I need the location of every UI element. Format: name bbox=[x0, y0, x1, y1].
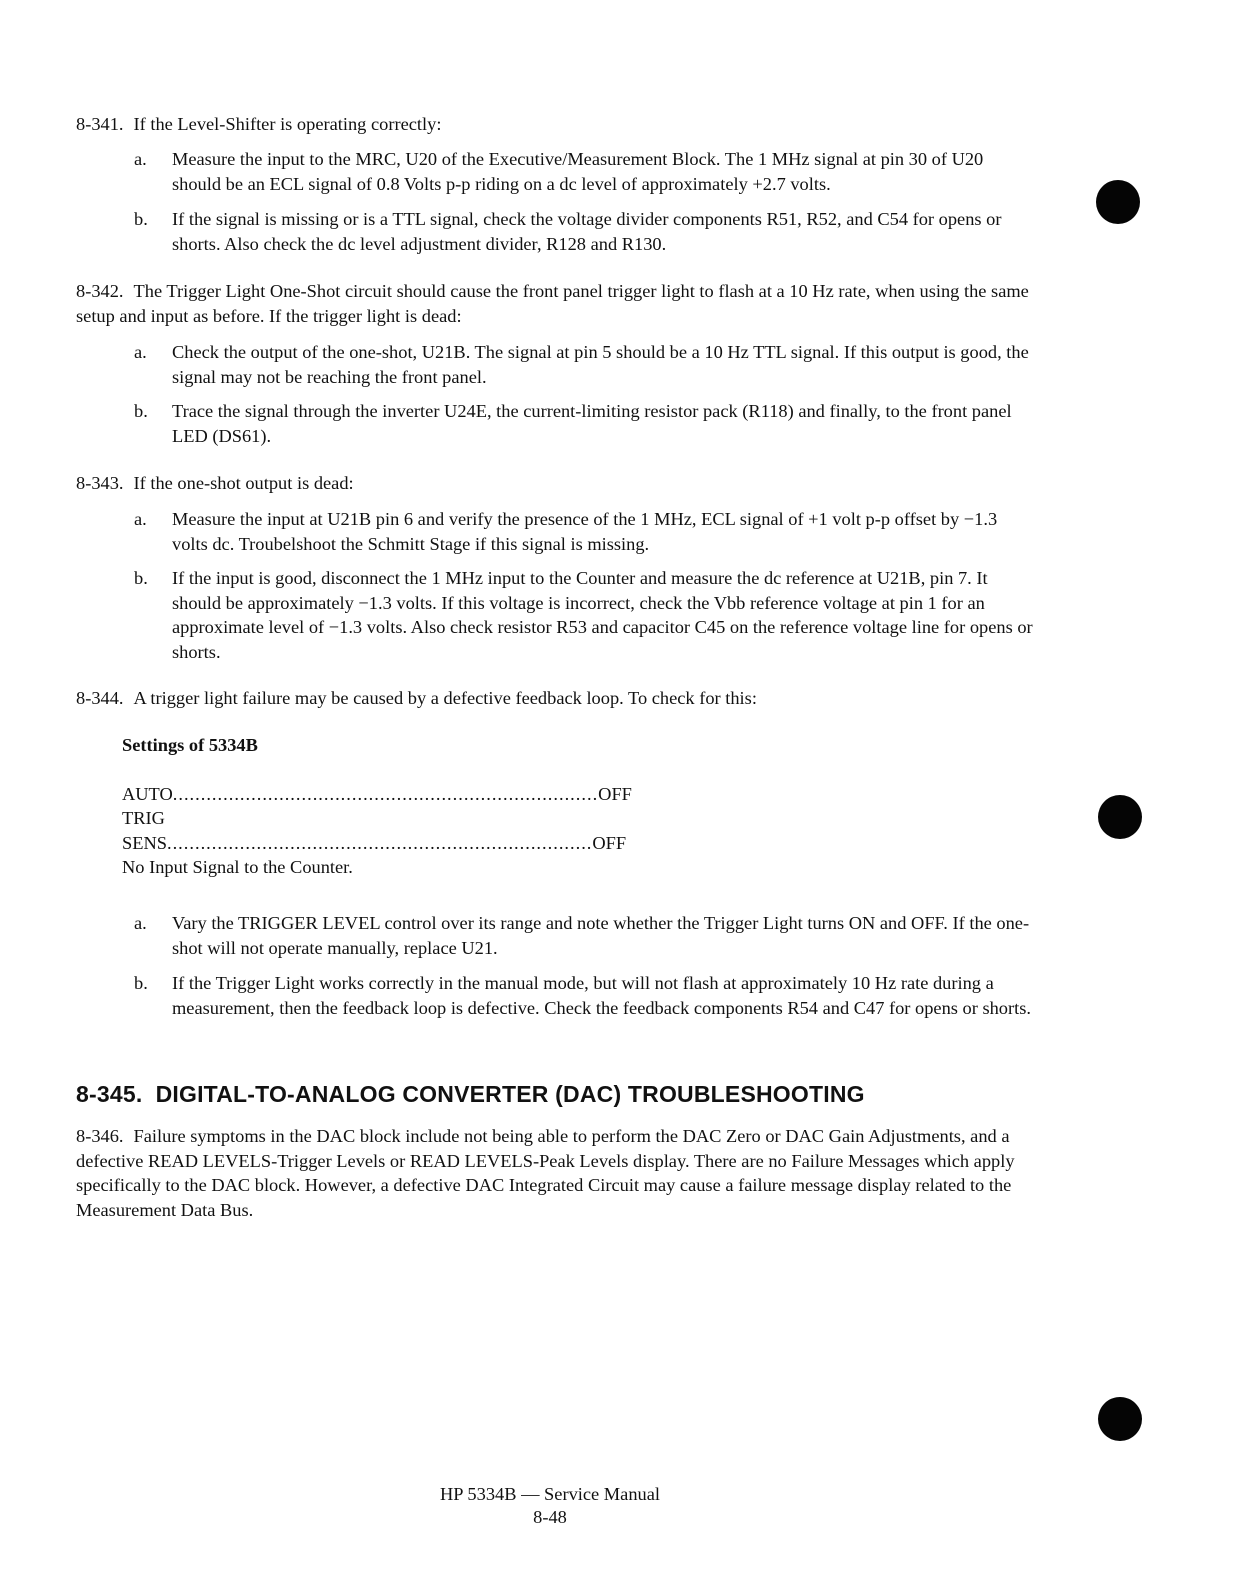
paragraph-8-346 bbox=[76, 1124, 1036, 1222]
paragraph-text: If the Level-Shifter is operating correctly: bbox=[133, 114, 442, 134]
list-text: Check the output of the one-shot, U21B. The signal at pin 5 should be a 10 Hz TTL signal. If this output is good, the signal may not be reaching the front panel. bbox=[172, 342, 1029, 387]
list-item-8-343-b bbox=[134, 566, 1034, 664]
settings-note: No Input Signal to the Counter. bbox=[122, 857, 353, 877]
list-text: Measure the input at U21B pin 6 and verify the presence of the 1 MHz, ECL signal of +1 volt p-p offset by −1.3 volts dc. Troubelshoot the Schmitt Stage if this signal is missing. bbox=[172, 509, 998, 554]
settings-heading: Settings of 5334B bbox=[122, 735, 258, 755]
settings-row-sens bbox=[122, 831, 627, 856]
paragraph-number: 8-341. bbox=[76, 114, 124, 134]
footer-title: HP 5334B — Service Manual bbox=[440, 1484, 660, 1504]
list-label: b. bbox=[134, 568, 148, 588]
page-footer bbox=[0, 1483, 1100, 1529]
setting-name: SENS bbox=[122, 832, 167, 853]
list-item-8-344-b bbox=[134, 971, 1034, 1020]
list-item-8-343-a bbox=[134, 507, 1034, 556]
list-item-8-341-a bbox=[134, 147, 1034, 196]
binder-hole-bottom bbox=[1098, 1397, 1142, 1441]
paragraph-8-343 bbox=[76, 471, 1036, 496]
page-number: 8-48 bbox=[533, 1507, 567, 1527]
paragraph-number: 8-346. bbox=[76, 1126, 124, 1146]
paragraph-8-342 bbox=[76, 279, 1036, 328]
list-text: If the input is good, disconnect the 1 MHz input to the Counter and measure the dc reference at U21B, pin 7. It should be approximately −1.3 volts. If this voltage is incorrect, check the Vbb reference voltage at pin 1 for an approximate level of −1.3 volts. Also check resistor R53 and capacitor C45 on the reference voltage line for opens or shorts. bbox=[172, 568, 1033, 662]
list-item-8-344-a bbox=[134, 911, 1034, 960]
binder-hole-middle bbox=[1098, 795, 1142, 839]
setting-value: OFF bbox=[598, 783, 632, 804]
list-item-8-341-b bbox=[134, 207, 1034, 256]
paragraph-number: 8-342. bbox=[76, 281, 124, 301]
paragraph-text: The Trigger Light One-Shot circuit should cause the front panel trigger light to flash at a 10 Hz rate, when using the same setup and input as before. If the trigger light is dead: bbox=[76, 281, 1029, 326]
list-label: b. bbox=[134, 401, 148, 421]
paragraph-number: 8-344. bbox=[76, 688, 124, 708]
paragraph-number: 8-343. bbox=[76, 473, 124, 493]
list-label: a. bbox=[134, 509, 147, 529]
paragraph-8-344 bbox=[76, 686, 1036, 711]
settings-block bbox=[122, 733, 632, 880]
leader-dots: ............................................................................ bbox=[172, 783, 599, 804]
settings-row-auto-trig bbox=[122, 782, 632, 831]
list-text: Trace the signal through the inverter U24E, the current-limiting resistor pack (R118) and finally, to the front panel LED (DS61). bbox=[172, 401, 1012, 446]
list-label: a. bbox=[134, 913, 147, 933]
list-label: b. bbox=[134, 973, 148, 993]
binder-hole-top bbox=[1096, 180, 1140, 224]
list-label: b. bbox=[134, 209, 148, 229]
list-item-8-342-b bbox=[134, 399, 1034, 448]
leader-dots: ............................................................................ bbox=[166, 832, 593, 853]
list-label: a. bbox=[134, 342, 147, 362]
paragraph-text: If the one-shot output is dead: bbox=[133, 473, 354, 493]
list-text: If the signal is missing or is a TTL signal, check the voltage divider components R51, R52, and C54 for opens or shorts. Also check the dc level adjustment divider, R128 and R130. bbox=[172, 209, 1002, 254]
list-item-8-342-a bbox=[134, 340, 1034, 389]
list-text: If the Trigger Light works correctly in the manual mode, but will not flash at approximately 10 Hz rate during a measurement, then the feedback loop is defective. Check the feedback components R54 and C47 for opens or shorts. bbox=[172, 973, 1031, 1018]
section-heading-8-345: 8-345. DIGITAL-TO-ANALOG CONVERTER (DAC) TROUBLESHOOTING bbox=[76, 1081, 865, 1107]
paragraph-text: Failure symptoms in the DAC block include not being able to perform the DAC Zero or DAC Gain Adjustments, and a defective READ LEVELS-Trigger Levels or READ LEVELS-Peak Levels display. There are no Failure Messages which apply specifically to the DAC block. However, a defective DAC Integrated Circuit may cause a failure message display related to the Measurement Data Bus. bbox=[76, 1126, 1015, 1220]
setting-name: AUTO TRIG bbox=[122, 783, 173, 828]
setting-value: OFF bbox=[592, 832, 627, 853]
paragraph-text: A trigger light failure may be caused by a defective feedback loop. To check for this: bbox=[133, 688, 757, 708]
list-label: a. bbox=[134, 149, 147, 169]
list-text: Vary the TRIGGER LEVEL control over its range and note whether the Trigger Light turns ON and OFF. If the one-shot will not operate manually, replace U21. bbox=[172, 913, 1030, 958]
paragraph-8-341 bbox=[76, 112, 1036, 137]
list-text: Measure the input to the MRC, U20 of the Executive/Measurement Block. The 1 MHz signal at pin 30 of U20 should be an ECL signal of 0.8 Volts p-p riding on a dc level of approximately +2.7 volts. bbox=[172, 149, 984, 194]
